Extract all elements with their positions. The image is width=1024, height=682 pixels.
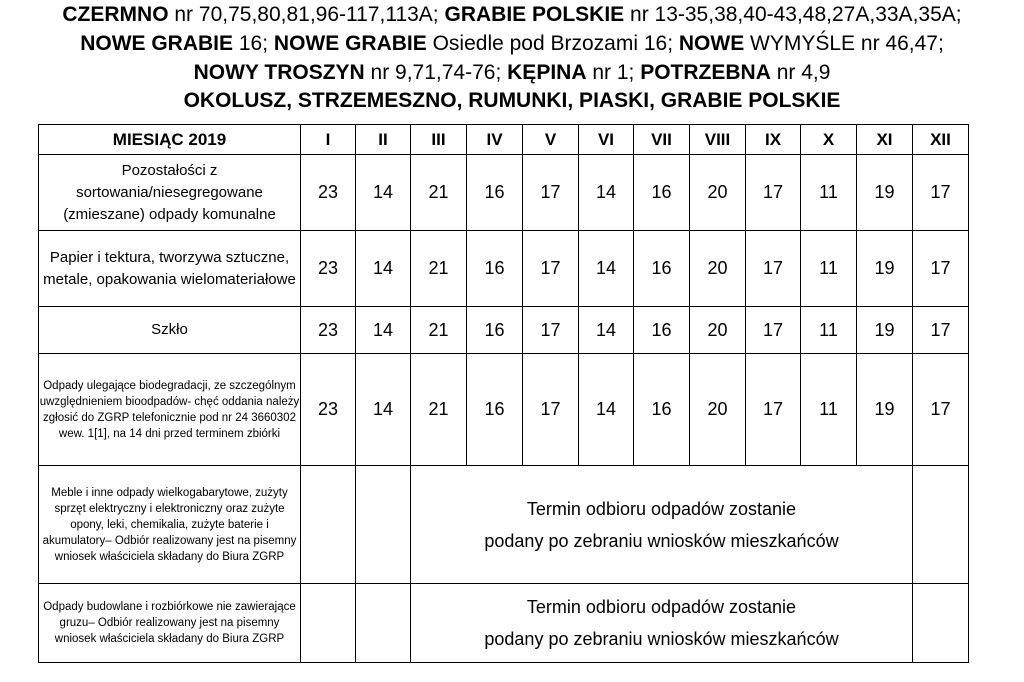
month-header: X xyxy=(801,125,857,155)
collection-day: 14 xyxy=(356,155,411,231)
table-row xyxy=(39,155,969,231)
collection-day: 14 xyxy=(579,307,634,354)
table-row-on-request xyxy=(39,584,969,663)
house-numbers: nr 70,75,80,81,96-117,113A; xyxy=(168,3,445,26)
collection-day: 17 xyxy=(523,354,579,466)
collection-day: 20 xyxy=(690,307,746,354)
collection-day: 16 xyxy=(634,307,690,354)
locality-name: KĘPINA xyxy=(507,61,587,84)
locality-name: CZERMNO xyxy=(62,3,169,26)
table-row xyxy=(39,307,969,354)
collection-day: 21 xyxy=(411,231,467,307)
header-line-1 xyxy=(0,0,1024,29)
month-header: V xyxy=(523,125,579,155)
collection-schedule-table xyxy=(38,124,969,663)
collection-day: 16 xyxy=(467,354,523,466)
house-numbers: Osiedle pod Brzozami 16; xyxy=(426,32,679,55)
collection-day: 17 xyxy=(913,354,969,466)
header-line-3 xyxy=(0,58,1024,87)
collection-day: 14 xyxy=(579,155,634,231)
collection-day: 16 xyxy=(467,307,523,354)
collection-day: 23 xyxy=(301,307,356,354)
collection-day: 19 xyxy=(857,231,913,307)
table-row xyxy=(39,231,969,307)
waste-category: Pozostałości z sortowania/niesegregowane (zmieszane) odpady komunalne xyxy=(39,155,301,231)
waste-category: Odpady budowlane i rozbiórkowe nie zawierające gruzu– Odbiór realizowany jest na pisemny wniosek właściciela składany do Biura ZGRP xyxy=(39,584,301,663)
house-numbers: nr 4,9 xyxy=(770,61,831,84)
collection-day: 19 xyxy=(857,354,913,466)
collection-day: 17 xyxy=(913,155,969,231)
empty-cell xyxy=(913,584,969,663)
document-header xyxy=(0,0,1024,115)
header-line-2 xyxy=(0,29,1024,58)
month-header: XI xyxy=(857,125,913,155)
collection-day: 11 xyxy=(801,155,857,231)
collection-day: 17 xyxy=(746,354,801,466)
month-header: IV xyxy=(467,125,523,155)
collection-day: 20 xyxy=(690,155,746,231)
collection-day: 20 xyxy=(690,354,746,466)
collection-day: 16 xyxy=(634,155,690,231)
collection-day: 16 xyxy=(467,231,523,307)
locality-name: GRABIE POLSKIE xyxy=(444,3,625,26)
collection-day: 17 xyxy=(746,155,801,231)
empty-cell xyxy=(301,584,356,663)
collection-day: 20 xyxy=(690,231,746,307)
collection-day: 17 xyxy=(523,307,579,354)
collection-day: 23 xyxy=(301,155,356,231)
pickup-note-line: Termin odbioru odpadów zostanie xyxy=(526,597,797,617)
waste-category: Szkło xyxy=(39,307,301,354)
empty-cell xyxy=(356,466,411,584)
collection-day: 16 xyxy=(467,155,523,231)
collection-day: 21 xyxy=(411,307,467,354)
house-numbers: nr 9,71,74-76; xyxy=(364,61,508,84)
collection-day: 16 xyxy=(634,231,690,307)
month-header: VI xyxy=(579,125,634,155)
collection-day: 19 xyxy=(857,307,913,354)
empty-cell xyxy=(913,466,969,584)
pickup-note-line: podany po zebraniu wniosków mieszkańców xyxy=(484,629,839,649)
house-numbers: nr 13-35,38,40-43,48,27A,33A,35A; xyxy=(624,3,962,26)
locality-name: NOWE GRABIE xyxy=(80,32,234,55)
collection-day: 17 xyxy=(746,231,801,307)
collection-day: 19 xyxy=(857,155,913,231)
header-line-4: OKOLUSZ, STRZEMESZNO, RUMUNKI, PIASKI, GRABIE POLSKIE xyxy=(183,89,841,112)
month-header: VIII xyxy=(690,125,746,155)
pickup-note-line: Termin odbioru odpadów zostanie xyxy=(526,498,797,519)
month-header: IX xyxy=(746,125,801,155)
collection-day: 17 xyxy=(913,307,969,354)
collection-day: 14 xyxy=(356,354,411,466)
waste-category: Meble i inne odpady wielkogabarytowe, zużyty sprzęt elektryczny i elektroniczny oraz zużyte opony, leki, chemikalia, zużyte baterie i akumulatory– Odbiór realizowany jest na pisemny wniosek właściciela składany do Biura ZGRP xyxy=(39,466,301,584)
house-numbers: 16; xyxy=(233,32,274,55)
empty-cell xyxy=(356,584,411,663)
pickup-note xyxy=(411,466,913,584)
collection-day: 17 xyxy=(523,155,579,231)
pickup-note xyxy=(411,584,913,663)
collection-day: 23 xyxy=(301,231,356,307)
collection-day: 21 xyxy=(411,354,467,466)
collection-day: 14 xyxy=(579,354,634,466)
collection-day: 14 xyxy=(579,231,634,307)
collection-day: 21 xyxy=(411,155,467,231)
house-numbers: nr 1; xyxy=(586,61,641,84)
waste-category: Odpady ulegające biodegradacji, ze szczególnym uwzględnieniem bioodpadów- chęć oddania należy zgłosić do ZGRP telefonicznie pod nr 24 3660302 wew. 1[1], na 14 dni przed terminem zbiórki xyxy=(39,354,301,466)
locality-name: NOWE xyxy=(678,32,745,55)
month-header: VII xyxy=(634,125,690,155)
month-header: I xyxy=(301,125,356,155)
collection-day: 11 xyxy=(801,354,857,466)
locality-name: POTRZEBNA xyxy=(640,61,771,84)
table-row-on-request xyxy=(39,466,969,584)
waste-category: Papier i tektura, tworzywa sztuczne, metale, opakowania wielomateriałowe xyxy=(39,231,301,307)
table-header-row xyxy=(39,125,969,155)
house-numbers: WYMYŚLE nr 46,47; xyxy=(744,32,944,55)
table-row xyxy=(39,354,969,466)
pickup-note-line: podany po zebraniu wniosków mieszkańców xyxy=(484,530,839,551)
collection-day: 11 xyxy=(801,231,857,307)
empty-cell xyxy=(301,466,356,584)
locality-name: NOWY TROSZYN xyxy=(193,61,365,84)
collection-day: 17 xyxy=(523,231,579,307)
month-header: III xyxy=(411,125,467,155)
collection-day: 14 xyxy=(356,231,411,307)
month-header: II xyxy=(356,125,411,155)
collection-day: 17 xyxy=(913,231,969,307)
collection-day: 17 xyxy=(746,307,801,354)
month-header: XII xyxy=(913,125,969,155)
collection-day: 11 xyxy=(801,307,857,354)
locality-name: NOWE GRABIE xyxy=(273,32,427,55)
collection-day: 23 xyxy=(301,354,356,466)
collection-day: 16 xyxy=(634,354,690,466)
month-corner-label: MIESIĄC 2019 xyxy=(39,125,301,155)
collection-day: 14 xyxy=(356,307,411,354)
